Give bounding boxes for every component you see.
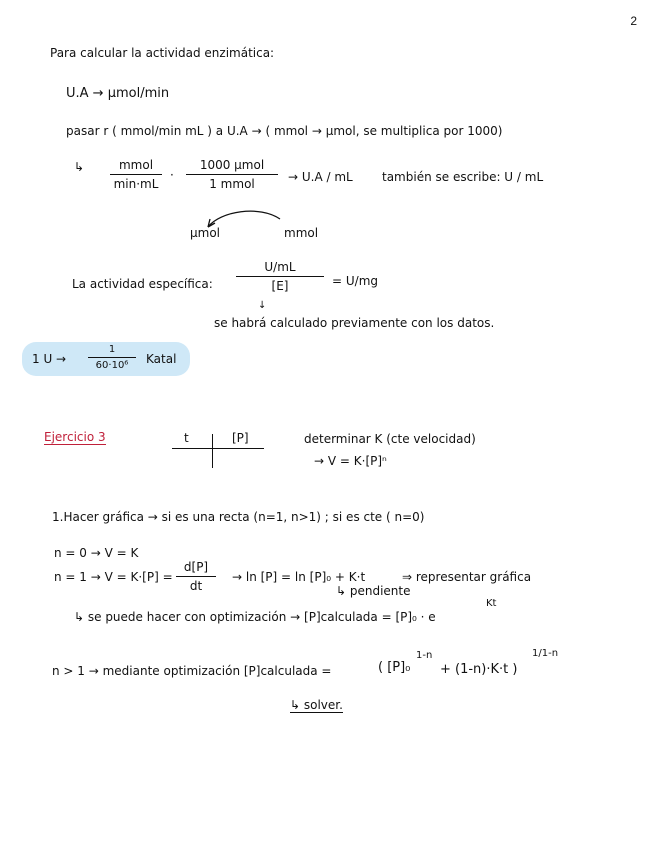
intro-line: Para calcular la actividad enzimática: [50,46,275,60]
n0-line: n = 0 → V = K [54,546,139,560]
table-col-p: [P] [232,431,249,445]
katal-den: 60·10⁶ [95,360,129,372]
especifica-result: = U/mg [332,274,379,288]
ejercicio-det: determinar K (cte velocidad) [304,432,476,446]
n1-pendiente: ↳ pendiente [336,584,411,598]
ngt1-expr: ( [P]₀ [378,660,411,675]
conv-f1-den: min·mL [113,177,159,192]
optim-line: ↳ se puede hacer con optimización → [P]calculada = [P]₀ · e [74,610,436,624]
conv-also: también se escribe: U / mL [382,170,544,184]
n1-fraction [176,560,216,593]
conv-result: → U.A / mL [288,170,353,184]
ejercicio-eq: → V = K·[P]ⁿ [314,454,387,468]
pasar-line: pasar r ( mmol/min mL ) a U.A → ( mmol → μmol, se multiplica por 1000) [66,124,503,138]
katal-num: 1 [108,344,116,355]
n1-right: → ln [P] = ln [P]₀ + K·t [232,570,366,584]
especifica-note: se habrá calculado previamente con los datos. [214,316,495,330]
ngt1-left: n > 1 → mediante optimización [P]calculada = [52,664,332,678]
n1-left: n = 1 → V = K·[P] = [54,570,173,584]
conv-arrow: ↳ [74,160,85,174]
table-vline [212,434,213,468]
katal-fraction [88,344,136,371]
n1-num: d[P] [183,560,209,574]
ngt1-exp2: 1/1-n [532,648,559,659]
conv-f2-den: 1 mmol [209,177,255,192]
conv-dot: · [170,168,174,182]
katal-left: 1 U → [32,352,67,366]
table-hline [172,448,264,449]
ua-definition: U.A → μmol/min [66,86,170,101]
conv-fraction-1 [110,158,162,191]
especifica-pointer: ↓ [258,300,267,311]
solver-line: ↳ solver. [290,698,343,712]
conv-fraction-2 [186,158,278,191]
ejercicio-title: Ejercicio 3 [44,430,106,444]
conv-f1-num: mmol [118,158,154,172]
n1-den: dt [189,579,203,594]
diagram-from: μmol [190,226,220,240]
katal-right: Katal [146,352,177,366]
page-number: 2 [630,14,637,28]
n1-represent: ⇒ representar gráfica [402,570,532,584]
ngt1-exp1: 1-n [416,650,433,661]
table-col-t: t [184,431,189,445]
conv-f2-num: 1000 μmol [199,158,265,172]
diagram-to: mmol [284,226,319,240]
ngt1-mid: + (1-n)·K·t ) [440,662,518,677]
paso1-line: 1.Hacer gráfica → si es una recta (n=1, n>1) ; si es cte ( n=0) [52,510,425,524]
especifica-den: [E] [271,279,289,294]
especifica-label: La actividad específica: [72,277,213,291]
optim-exp: Kt [486,598,497,609]
especifica-fraction [236,260,324,293]
especifica-num: U/mL [264,260,296,274]
